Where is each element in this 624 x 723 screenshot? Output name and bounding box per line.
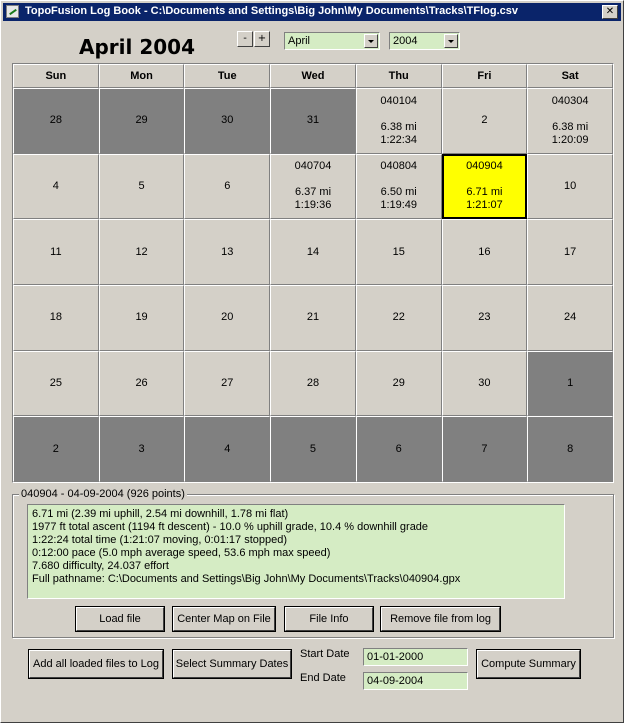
calendar-day-with-track[interactable] xyxy=(442,154,528,220)
calendar-day[interactable] xyxy=(13,88,99,154)
calendar-day[interactable] xyxy=(356,219,442,285)
day-label: 30 xyxy=(478,376,491,389)
day-label: 31 xyxy=(306,114,320,127)
weekday-header-mon: Mon xyxy=(99,64,185,88)
day-label: 10 xyxy=(564,179,577,192)
calendar-day[interactable] xyxy=(442,219,528,285)
day-label: 24 xyxy=(564,311,577,324)
track-distance: 6.38 mi xyxy=(552,120,589,133)
track-time: 1:19:49 xyxy=(380,199,418,212)
day-label: 1 xyxy=(567,376,574,389)
month-select-value: April xyxy=(288,35,311,47)
calendar-day[interactable] xyxy=(442,351,528,417)
day-label: 27 xyxy=(221,376,234,389)
calendar-day[interactable] xyxy=(13,285,99,351)
track-distance: 6.37 mi xyxy=(294,186,332,199)
weekday-header-wed: Wed xyxy=(270,64,356,88)
month-year-title: April 2004 xyxy=(79,35,195,59)
calendar-day[interactable] xyxy=(356,416,442,482)
day-label: 29 xyxy=(135,114,148,127)
previous-month-button[interactable]: - xyxy=(237,31,253,47)
day-label: 20 xyxy=(221,311,234,324)
day-label: 040904 xyxy=(466,160,503,173)
center-map-on-file-button[interactable]: Center Map on File xyxy=(173,607,275,631)
calendar-day[interactable] xyxy=(184,416,270,482)
close-button[interactable]: ✕ xyxy=(602,5,618,19)
day-label: 2 xyxy=(481,114,488,127)
compute-summary-button[interactable]: Compute Summary xyxy=(477,650,580,678)
calendar-day[interactable] xyxy=(99,88,185,154)
track-distance: 6.38 mi xyxy=(380,120,417,133)
day-label: 29 xyxy=(392,376,405,389)
calendar-day[interactable] xyxy=(442,285,528,351)
track-time: 1:19:36 xyxy=(294,199,332,212)
day-label: 040104 xyxy=(380,94,418,107)
track-distance: 6.71 mi xyxy=(466,186,503,199)
track-distance: 6.50 mi xyxy=(380,186,417,199)
day-label: 6 xyxy=(395,442,402,455)
day-label: 18 xyxy=(49,311,62,324)
calendar-day[interactable] xyxy=(527,285,613,351)
day-label: 14 xyxy=(306,245,320,258)
day-label: 17 xyxy=(564,245,577,258)
calendar-day[interactable] xyxy=(184,351,270,417)
topofusion-app-icon xyxy=(6,5,19,18)
calendar-day[interactable] xyxy=(270,88,356,154)
detail-line: 6.71 mi (2.39 mi uphill, 2.54 mi downhill, 1.78 mi flat) xyxy=(32,508,289,520)
chevron-down-icon[interactable] xyxy=(364,34,378,48)
details-group-label: 040904 - 04-09-2004 (926 points) xyxy=(21,488,185,500)
calendar-day[interactable] xyxy=(442,416,528,482)
calendar-day[interactable] xyxy=(99,351,185,417)
month-select[interactable] xyxy=(284,32,380,50)
window-title: TopoFusion Log Book - C:\Documents and Settings\Big John\My Documents\Tracks\TFlog.csv xyxy=(25,5,518,17)
day-label: 15 xyxy=(392,245,405,258)
detail-line: 7.680 difficulty, 24.037 effort xyxy=(32,560,169,572)
day-label: 3 xyxy=(138,442,145,455)
day-label: 25 xyxy=(49,376,62,389)
weekday-header-fri: Fri xyxy=(442,64,528,88)
day-label: 23 xyxy=(478,311,491,324)
calendar-day[interactable] xyxy=(184,88,270,154)
track-time: 1:22:34 xyxy=(380,133,418,146)
calendar-day[interactable] xyxy=(13,154,99,220)
calendar-day[interactable] xyxy=(527,351,613,417)
weekday-header-sat: Sat xyxy=(527,64,613,88)
calendar-grid xyxy=(12,63,614,483)
day-label: 8 xyxy=(567,442,574,455)
file-info-button[interactable]: File Info xyxy=(285,607,373,631)
day-label: 5 xyxy=(138,179,145,192)
year-select-value: 2004 xyxy=(393,35,418,47)
day-label: 12 xyxy=(135,245,148,258)
end-date-field[interactable]: 04-09-2004 xyxy=(363,672,468,690)
day-label: 21 xyxy=(306,311,320,324)
calendar-day[interactable] xyxy=(99,154,185,220)
add-all-loaded-files-button[interactable]: Add all loaded files to Log xyxy=(29,650,163,678)
day-label: 040704 xyxy=(294,160,332,173)
track-time: 1:20:09 xyxy=(551,133,589,146)
calendar-day[interactable] xyxy=(13,351,99,417)
day-label: 7 xyxy=(481,442,488,455)
track-details-text[interactable] xyxy=(27,504,565,599)
load-file-button[interactable]: Load file xyxy=(76,607,164,631)
calendar-day[interactable] xyxy=(527,219,613,285)
day-label: 19 xyxy=(135,311,148,324)
year-select[interactable] xyxy=(389,32,460,50)
track-time: 1:21:07 xyxy=(466,199,503,212)
day-label: 5 xyxy=(309,442,317,455)
weekday-header-sun: Sun xyxy=(13,64,99,88)
day-label: 28 xyxy=(49,114,62,127)
calendar-day[interactable] xyxy=(356,351,442,417)
detail-line: 1977 ft total ascent (1194 ft descent) - 10.0 % uphill grade, 10.4 % downhill grade xyxy=(32,521,429,533)
calendar-day[interactable] xyxy=(270,219,356,285)
calendar-day-with-track[interactable] xyxy=(270,154,356,220)
day-label: 16 xyxy=(478,245,491,258)
next-month-button[interactable]: + xyxy=(254,31,270,47)
day-label: 26 xyxy=(135,376,148,389)
calendar-day[interactable] xyxy=(13,219,99,285)
remove-file-from-log-button[interactable]: Remove file from log xyxy=(381,607,500,631)
weekday-header-thu: Thu xyxy=(356,64,442,88)
day-label: 2 xyxy=(52,442,59,455)
calendar-day[interactable] xyxy=(99,285,185,351)
calendar-day[interactable] xyxy=(13,416,99,482)
calendar-day[interactable] xyxy=(527,416,613,482)
day-label: 040804 xyxy=(380,160,418,173)
day-label: 4 xyxy=(52,179,59,192)
day-label: 22 xyxy=(392,311,405,324)
calendar-day[interactable] xyxy=(270,416,356,482)
day-label: 040304 xyxy=(551,94,589,107)
calendar-day-with-track[interactable] xyxy=(356,88,442,154)
select-summary-dates-button[interactable]: Select Summary Dates xyxy=(173,650,291,678)
day-label: 4 xyxy=(224,442,231,455)
calendar-day[interactable] xyxy=(527,154,613,220)
day-label: 6 xyxy=(224,179,231,192)
weekday-header-tue: Tue xyxy=(184,64,270,88)
calendar-day[interactable] xyxy=(270,285,356,351)
calendar-day[interactable] xyxy=(99,219,185,285)
detail-line: 0:12:00 pace (5.0 mph average speed, 53.6 mph max speed) xyxy=(32,547,331,559)
day-label: 13 xyxy=(221,245,234,258)
calendar-day[interactable] xyxy=(356,285,442,351)
detail-line: Full pathname: C:\Documents and Settings\Big John\My Documents\Tracks\040904.gpx xyxy=(32,573,461,585)
start-date-field[interactable]: 01-01-2000 xyxy=(363,648,468,666)
calendar-day[interactable] xyxy=(99,416,185,482)
day-label: 11 xyxy=(50,245,62,258)
title-bar[interactable] xyxy=(3,3,621,21)
calendar-day-with-track[interactable] xyxy=(527,88,613,154)
chevron-down-icon[interactable] xyxy=(444,34,458,48)
start-date-label: Start Date xyxy=(300,648,350,660)
calendar-day[interactable] xyxy=(184,219,270,285)
calendar-day[interactable] xyxy=(184,285,270,351)
day-label: 30 xyxy=(221,114,234,127)
calendar-day[interactable] xyxy=(270,351,356,417)
end-date-label: End Date xyxy=(300,672,346,684)
day-label: 28 xyxy=(306,376,320,389)
calendar-day-with-track[interactable] xyxy=(356,154,442,220)
calendar-day[interactable] xyxy=(442,88,528,154)
detail-line: 1:22:24 total time (1:21:07 moving, 0:01:17 stopped) xyxy=(32,534,287,546)
calendar-day[interactable] xyxy=(184,154,270,220)
